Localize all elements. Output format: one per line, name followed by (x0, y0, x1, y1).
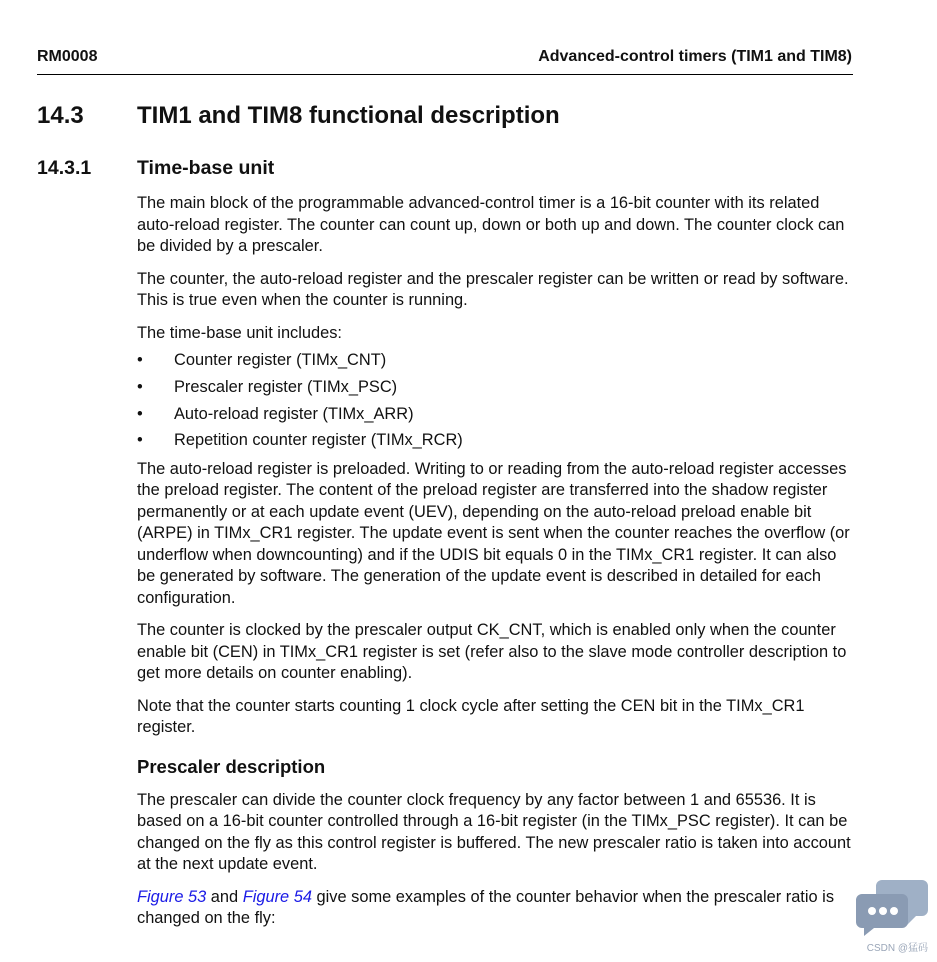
bullet-icon: • (137, 431, 143, 450)
list-item (137, 377, 855, 399)
bullet-icon: • (137, 404, 143, 423)
bullet-icon: • (137, 351, 143, 369)
prescaler-heading: Prescaler description (137, 755, 326, 777)
register-list (137, 350, 855, 452)
section-title: TIM1 and TIM8 functional description (137, 102, 560, 129)
list-item (137, 404, 855, 426)
paragraph-intro: The main block of the programmable advanced-control timer is a 16-bit counter with its related auto-reload register. The counter can count up, down or both up and down. The counter clock can be divided by a prescaler. (137, 194, 845, 255)
paragraph-auto-reload: The auto-reload register is preloaded. Writing to or reading from the auto-reload register accesses the preload register. The content of the preload register are transferred into the shadow register permanently or at each update event (UEV), depending on the auto-reload preload enable bit (ARPE) in TIMx_CR1 register. The update event is sent when the counter reaches the overflow (or underflow when downcounting) and if the UDIS bit equals 0 in the TIMx_CR1 register. It can also be generated by software. The generation of the update event is described in detailed for each configuration. (137, 459, 850, 607)
paragraph-figure-refs (137, 887, 855, 930)
list-item-text: Auto-reload register (TIMx_ARR) (174, 404, 414, 423)
body-text (137, 193, 855, 941)
figure-refs-text: give some examples of the counter behavior when the prescaler ratio is changed on the fly: (137, 887, 835, 928)
figure-54-link[interactable]: Figure 54 (242, 887, 312, 906)
paragraph-includes: The time-base unit includes: (137, 323, 342, 342)
watermark-text: CSDN @猛码 (866, 943, 928, 954)
paragraph-note: Note that the counter starts counting 1 clock cycle after setting the CEN bit in the TIMx_CR1 register. (137, 696, 805, 737)
header-divider (37, 74, 853, 75)
header-doc-id: RM0008 (37, 48, 98, 65)
subsection-number: 14.3.1 (37, 157, 92, 179)
paragraph-prescaler: The prescaler can divide the counter clock frequency by any factor between 1 and 65536. It is based on a 16-bit counter controlled through a 16-bit register (in the TIMx_PSC register). It can be changed on the fly as this control register is buffered. The new prescaler ratio is taken into account at the next update event. (137, 790, 851, 874)
subsection-title: Time-base unit (137, 157, 275, 179)
list-item-text: Counter register (TIMx_CNT) (174, 351, 387, 369)
header-chapter-title: Advanced-control timers (TIM1 and TIM8) (538, 48, 852, 65)
chat-bubbles-icon[interactable] (852, 876, 932, 936)
paragraph-clocking: The counter is clocked by the prescaler output CK_CNT, which is enabled only when the counter enable bit (CEN) in TIMx_CR1 register is set (refer also to the slave mode controller description to get more details on counter enabling). (137, 621, 847, 683)
bullet-icon: • (137, 377, 143, 396)
list-item (137, 350, 855, 372)
and-text: and (206, 887, 243, 906)
figure-53-link[interactable]: Figure 53 (137, 887, 207, 906)
list-item-text: Prescaler register (TIMx_PSC) (174, 377, 398, 396)
list-item-text: Repetition counter register (TIMx_RCR) (174, 431, 463, 450)
paragraph-registers-access: The counter, the auto-reload register and the prescaler register can be written or read by software. This is true even when the counter is running. (137, 269, 849, 309)
section-number: 14.3 (37, 102, 84, 129)
list-item (137, 430, 855, 452)
